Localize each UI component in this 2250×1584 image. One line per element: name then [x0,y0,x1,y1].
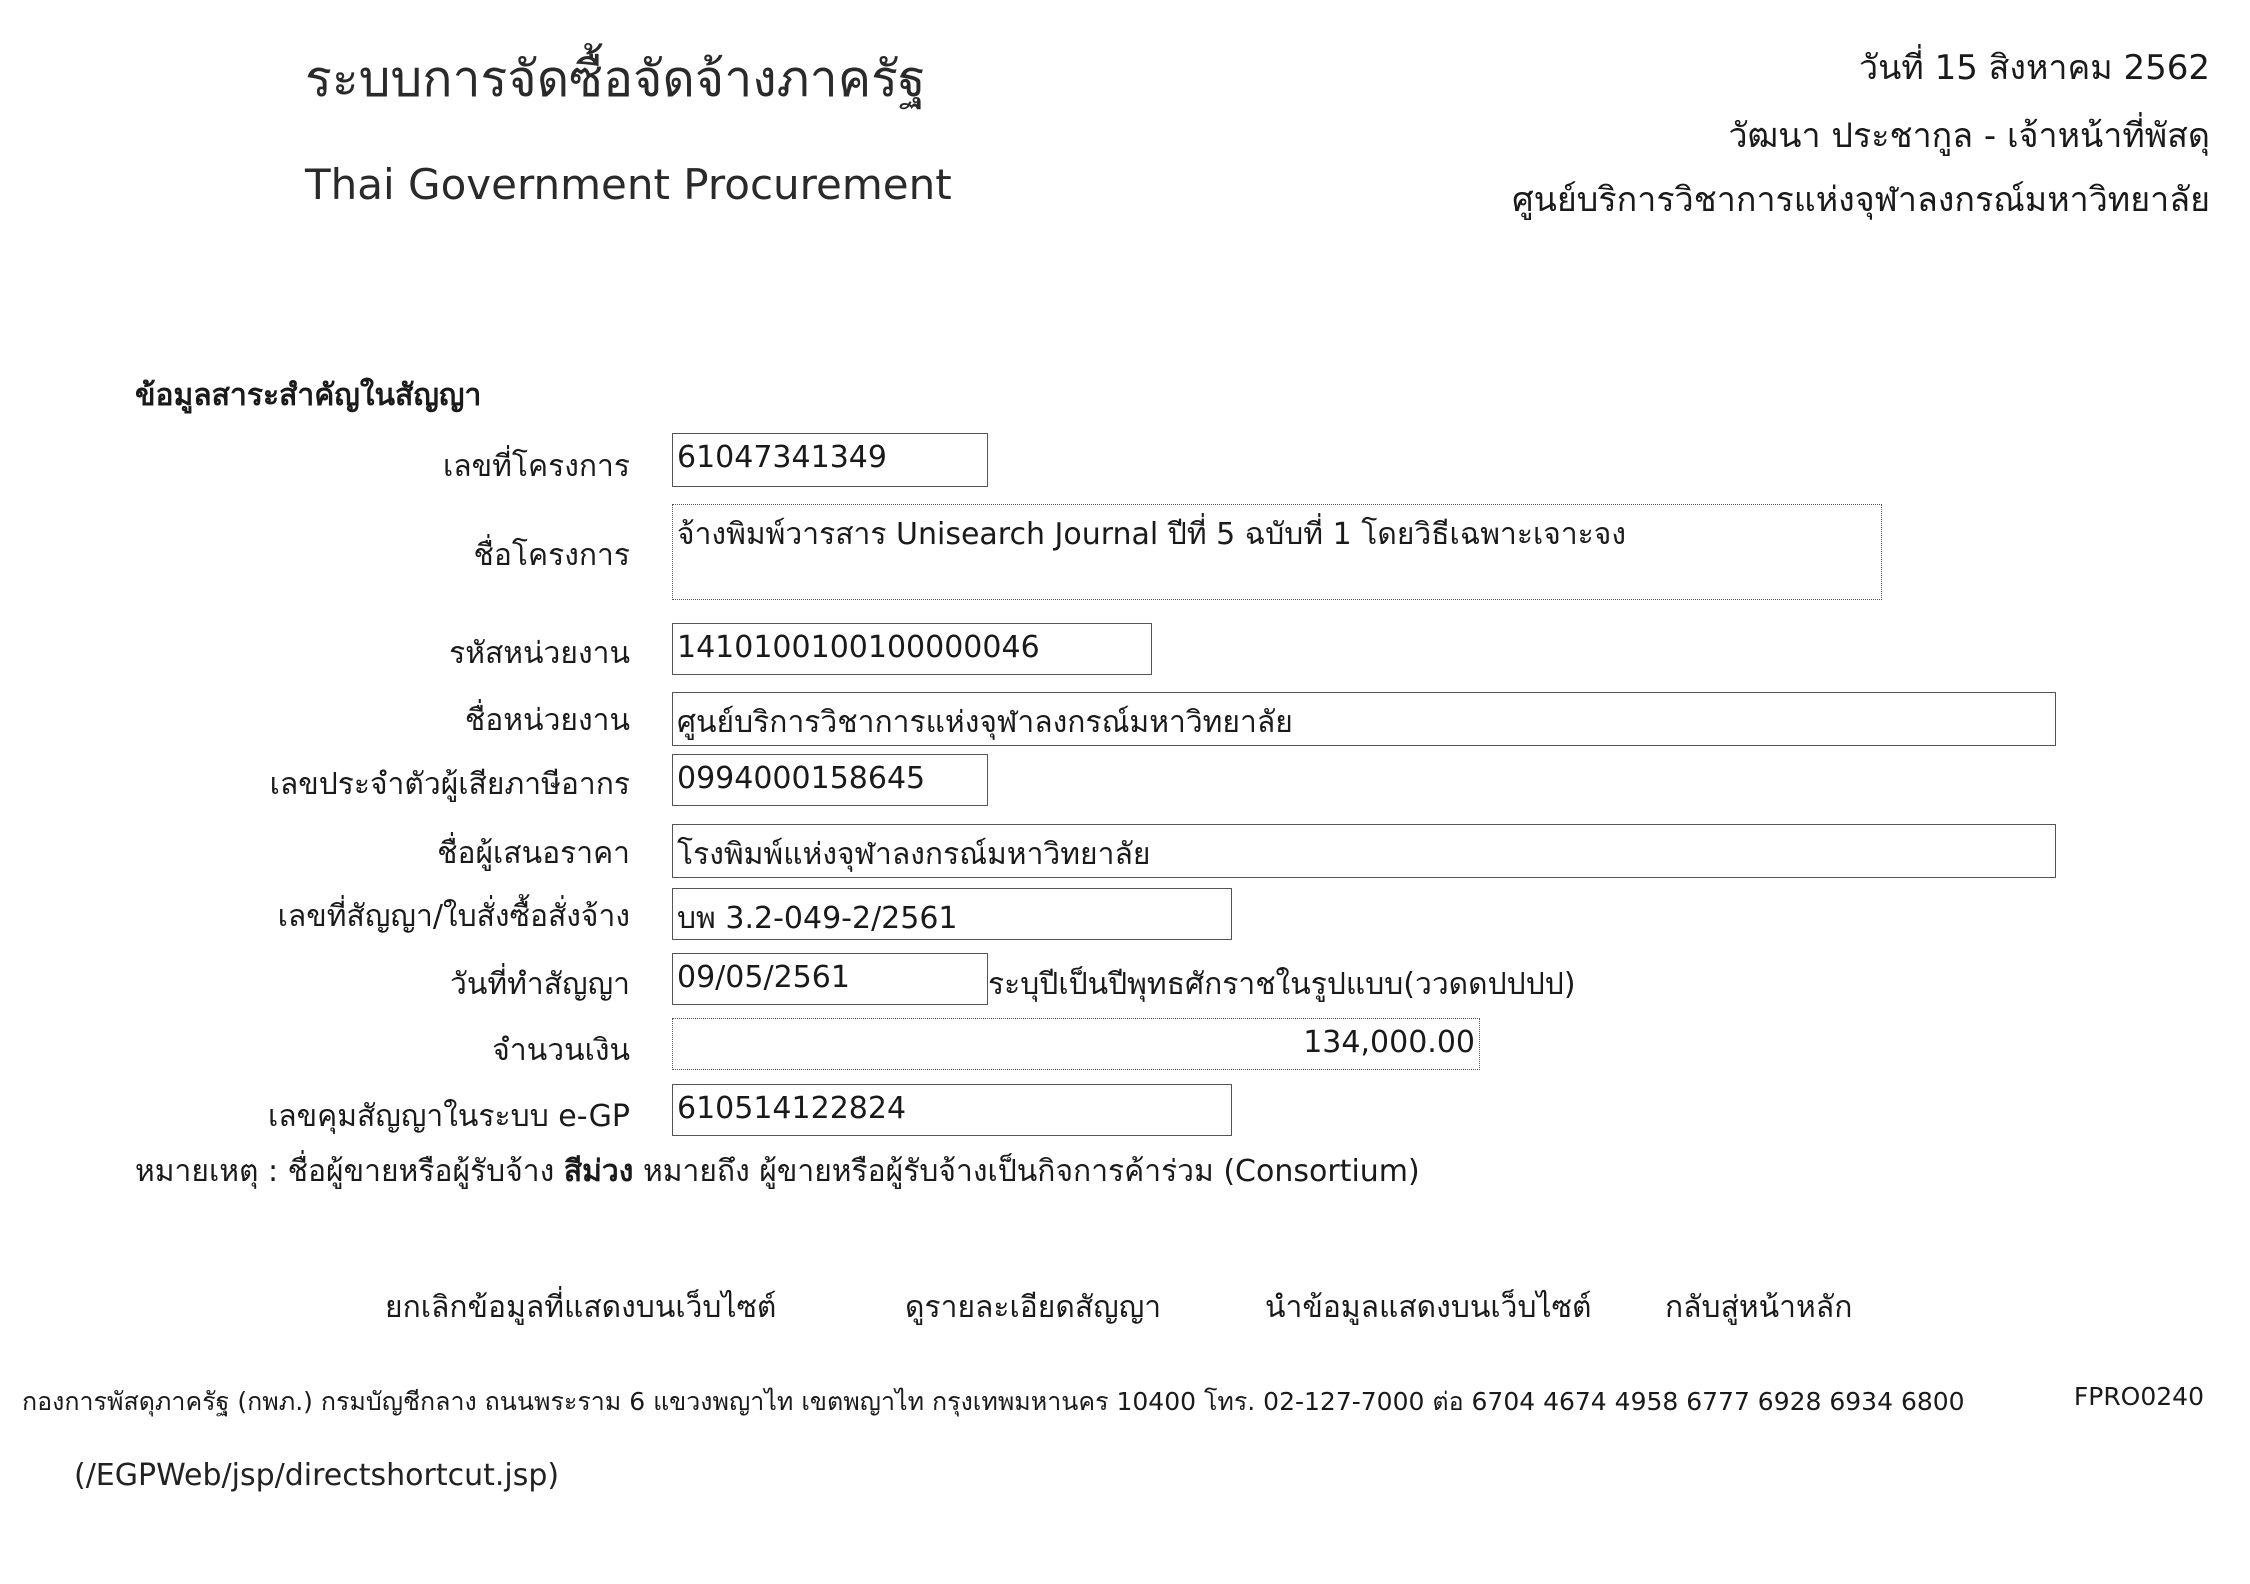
note-highlight: สีม่วง [563,1154,634,1189]
home-link[interactable]: กลับสู่หน้าหลัก [1665,1290,1853,1325]
agency-name-field[interactable]: ศูนย์บริการวิชาการแห่งจุฬาลงกรณ์มหาวิทยาลัย [672,692,2056,746]
contract-date-label: วันที่ทำสัญญา [449,967,630,1002]
contract-no-label: เลขที่สัญญา/ใบสั่งซื้อสั่งจ้าง [277,899,630,934]
bidder-name-field[interactable]: โรงพิมพ์แห่งจุฬาลงกรณ์มหาวิทยาลัย [672,824,2056,878]
project-no-field[interactable]: 61047341349 [672,433,988,487]
current-date: วันที่ 15 สิงหาคม 2562 [1859,48,2210,88]
system-title-thai: ระบบการจัดซื้อจัดจ้างภาครัฐ [305,50,926,108]
egp-contract-no-field[interactable]: 610514122824 [672,1084,1232,1136]
section-title: ข้อมูลสาระสำคัญในสัญญา [135,378,482,413]
contract-date-format-hint: ระบุปีเป็นปีพุทธศักราชในรูปแบบ(ววดดปปปป) [988,967,1576,1002]
project-name-label: ชื่อโครงการ [473,538,630,573]
note-suffix: หมายถึง ผู้ขายหรือผู้รับจ้างเป็นกิจการค้าร่วม (Consortium) [633,1154,1420,1189]
tax-id-field[interactable]: 0994000158645 [672,754,988,806]
form-code: FPRO0240 [2073,1382,2204,1411]
agency-code-label: รหัสหน่วยงาน [449,636,630,671]
tax-id-label: เลขประจำตัวผู้เสียภาษีอากร [269,767,630,802]
footer-address: กองการพัสดุภาครัฐ (กพภ.) กรมบัญชีกลาง ถนนพระราม 6 แขวงพญาไท เขตพญาไท กรุงเทพมหานคร 10400 โทร. 02-127-7000 ต่อ 6704 4674 4958 6777 6928 6934 6800 [22,1387,1965,1416]
amount-label: จำนวนเงิน [492,1033,630,1068]
egp-contract-no-label: เลขคุมสัญญาในระบบ e-GP [268,1099,630,1134]
bidder-name-label: ชื่อผู้เสนอราคา [437,836,630,871]
view-contract-link[interactable]: ดูรายละเอียดสัญญา [905,1290,1162,1325]
consortium-note [135,1148,1420,1195]
system-title-english: Thai Government Procurement [305,160,952,209]
note-prefix: หมายเหตุ : ชื่อผู้ขายหรือผู้รับจ้าง [135,1154,564,1189]
contract-no-field[interactable]: บพ 3.2-049-2/2561 [672,888,1232,940]
user-organization: ศูนย์บริการวิชาการแห่งจุฬาลงกรณ์มหาวิทยาลัย [1512,180,2210,220]
agency-name-label: ชื่อหน่วยงาน [464,703,630,738]
agency-code-field[interactable]: 1410100100100000046 [672,623,1152,675]
project-no-label: เลขที่โครงการ [443,449,630,484]
amount-field[interactable]: 134,000.00 [672,1018,1480,1070]
cancel-display-link[interactable]: ยกเลิกข้อมูลที่แสดงบนเว็บไซต์ [385,1290,777,1325]
url-path: (/EGPWeb/jsp/directshortcut.jsp) [74,1458,560,1493]
project-name-field[interactable]: จ้างพิมพ์วารสาร Unisearch Journal ปีที่ 5 ฉบับที่ 1 โดยวิธีเฉพาะเจาะจง [672,504,1882,600]
user-name-role: วัฒนา ประชากูล - เจ้าหน้าที่พัสดุ [1728,116,2210,156]
contract-date-field[interactable]: 09/05/2561 [672,953,988,1005]
publish-link[interactable]: นำข้อมูลแสดงบนเว็บไซต์ [1265,1290,1592,1325]
